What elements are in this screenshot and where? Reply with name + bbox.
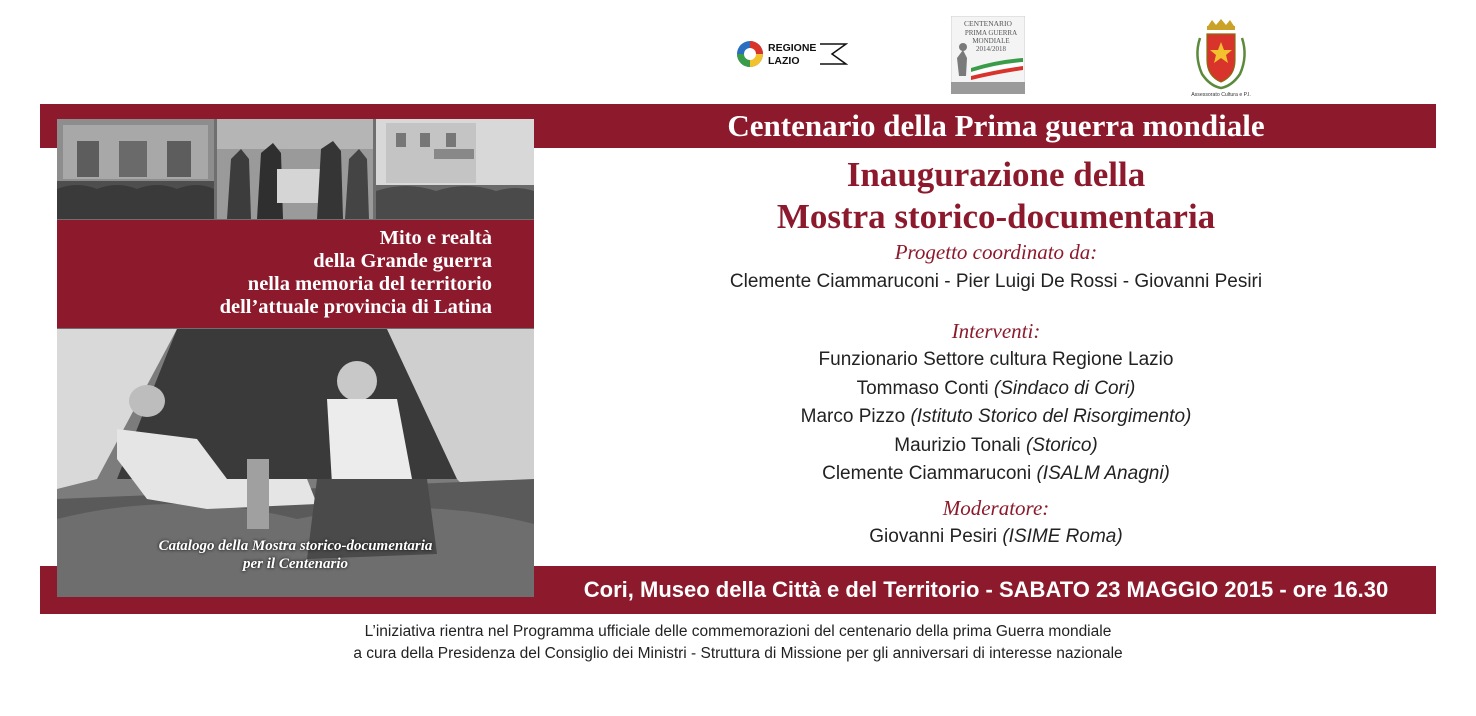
cover-title-line: della Grande guerra [313, 250, 492, 272]
footer-line2: a cura della Presidenza del Consiglio dei Ministri - Struttura di Missione per gli anniversari di interesse nazionale [353, 645, 1123, 662]
cover-title-line: nella memoria del territorio [247, 273, 492, 295]
intervention-name: Marco Pizzo [800, 406, 906, 427]
svg-text:REGIONE: REGIONE [768, 42, 817, 54]
cover-title-line: Mito e realtà [379, 227, 492, 249]
svg-text:LAZIO: LAZIO [768, 55, 800, 67]
centenario-logo [951, 16, 1025, 94]
cover-title-line: dell’attuale provincia di Latina [219, 296, 492, 318]
moderator-label: Moderatore: [942, 496, 1050, 520]
intervention-name: Tommaso Conti [856, 378, 989, 399]
project-names: Clemente Ciammaruconi - Pier Luigi De Rossi - Giovanni Pesiri [729, 271, 1263, 292]
interventions-label: Interventi: [951, 319, 1041, 343]
moderator [556, 526, 1436, 548]
intervention-role: (Storico) [1025, 435, 1098, 456]
svg-text:CENTENARIO: CENTENARIO [964, 19, 1012, 28]
intervention-item [556, 349, 1436, 371]
event-title: Centenario della Prima guerra mondiale [727, 108, 1265, 143]
moderator-role: (ISIME Roma) [1002, 526, 1123, 547]
cover-photo-2 [217, 119, 373, 219]
intervention-item [556, 378, 1436, 400]
project-label: Progetto coordinato da: [894, 240, 1098, 264]
event-subtitle-line1: Inaugurazione della [846, 155, 1146, 194]
cover-caption-line2: per il Centenario [242, 556, 348, 572]
cover-photo-1 [57, 119, 214, 219]
intervention-role: (Istituto Storico del Risorgimento) [910, 406, 1192, 427]
svg-text:2014/2018: 2014/2018 [976, 45, 1006, 53]
intervention-name: Maurizio Tonali [894, 435, 1021, 456]
svg-text:PRIMA GUERRA: PRIMA GUERRA [964, 29, 1018, 37]
intervention-item [556, 435, 1436, 457]
intervention-role: (ISALM Anagni) [1036, 463, 1170, 484]
catalog-cover [57, 119, 534, 597]
cori-coat-of-arms-logo [1190, 16, 1252, 98]
intervention-item [556, 406, 1436, 428]
moderator-name: Giovanni Pesiri [869, 526, 998, 547]
cover-title [220, 227, 492, 319]
footer-line1: L’iniziativa rientra nel Programma ufficiale delle commemorazioni del centenario della prima Guerra mondiale [364, 623, 1112, 640]
event-venue-date: Cori, Museo della Città e del Territorio - SABATO 23 MAGGIO 2015 - ore 16.30 [583, 577, 1389, 602]
event-subtitle-line2: Mostra storico-documentaria [776, 197, 1216, 236]
event-subtitle [556, 154, 1436, 238]
svg-text:MONDIALE: MONDIALE [972, 37, 1010, 45]
regione-lazio-logo [736, 38, 848, 70]
intervention-item [556, 463, 1436, 485]
cover-photo-3 [376, 119, 534, 219]
intervention-role: (Sindaco di Cori) [993, 378, 1136, 399]
stemma-caption: Assessorato Cultura e P.I. [1191, 92, 1251, 98]
intervention-name: Clemente Ciammaruconi [822, 463, 1032, 484]
intervention-name: Funzionario Settore cultura Regione Lazio [818, 349, 1174, 370]
cover-caption-line1: Catalogo della Mostra storico-documentaria [158, 538, 433, 554]
cover-caption [57, 537, 534, 573]
